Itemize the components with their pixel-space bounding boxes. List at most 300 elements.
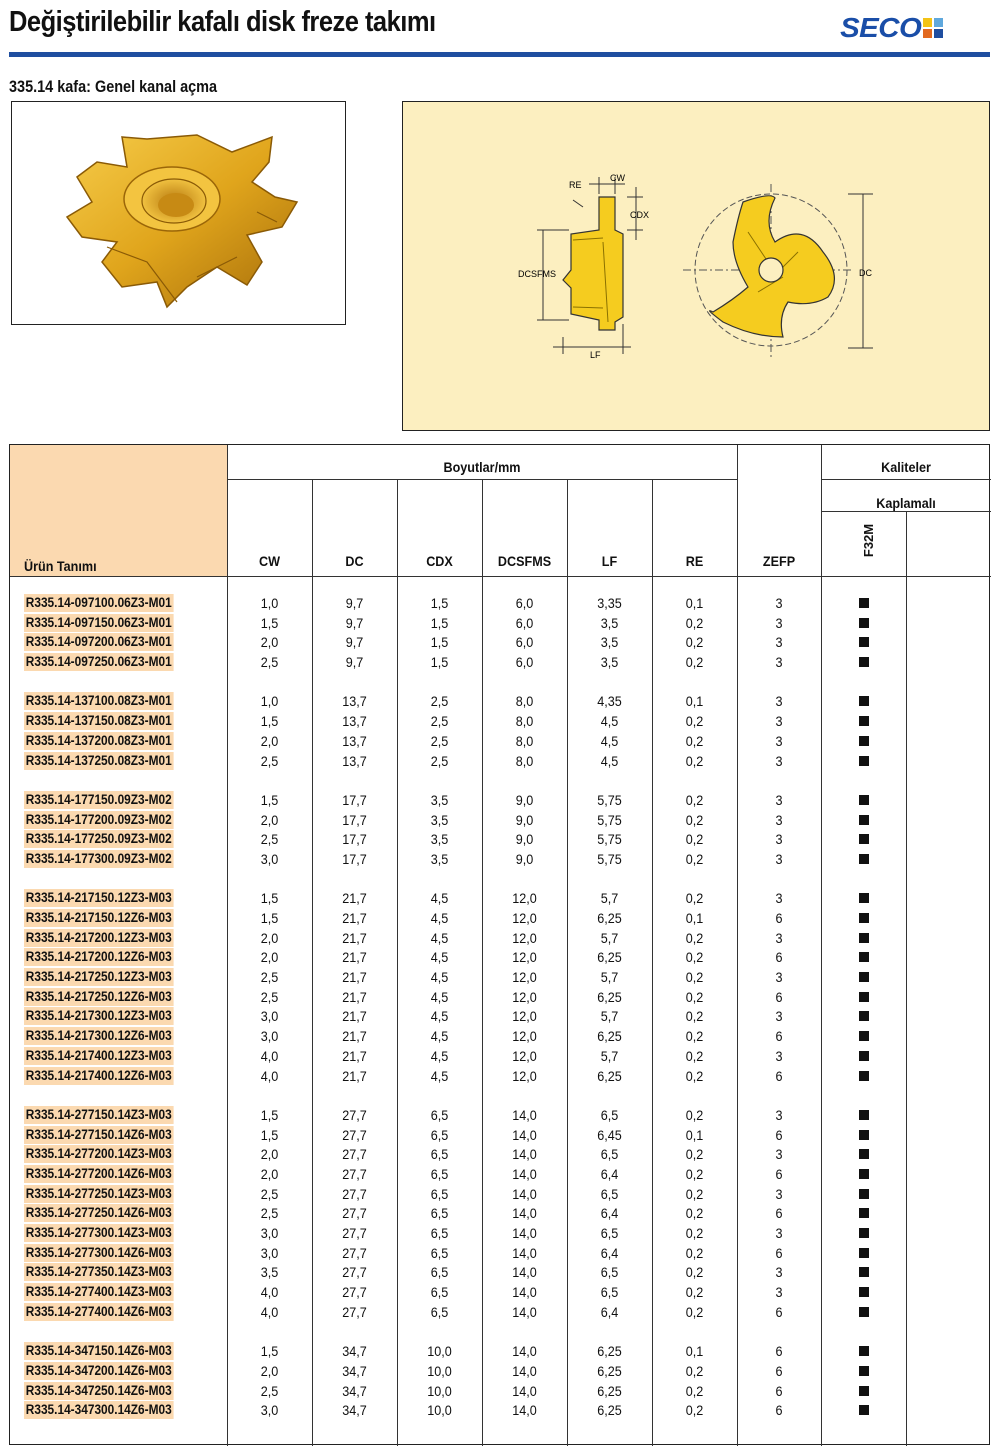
availability-marker-icon — [859, 854, 869, 864]
cell-zefp: 3 — [775, 791, 783, 808]
table-row — [10, 1361, 991, 1381]
availability-marker-icon — [859, 1208, 869, 1218]
product-code: R335.14-347300.14Z6-M03 — [25, 1402, 172, 1418]
table-row — [10, 1125, 991, 1145]
cell-dc: 9,7 — [345, 654, 364, 671]
cell-dc: 27,7 — [342, 1165, 367, 1182]
cell-dc: 17,7 — [342, 850, 367, 867]
cell-cw: 3,0 — [260, 1008, 279, 1025]
cell-cw: 2,5 — [260, 1382, 279, 1399]
cell-re: 0,2 — [685, 614, 704, 631]
table-row — [10, 1302, 991, 1322]
table-row — [10, 1262, 991, 1282]
cell-cw: 2,5 — [260, 969, 279, 986]
cell-zefp: 3 — [775, 929, 783, 946]
product-code: R335.14-277400.14Z3-M03 — [25, 1284, 172, 1300]
cell-re: 0,2 — [685, 1225, 704, 1241]
cell-zefp: 3 — [775, 614, 783, 631]
cell-cdx: 6,5 — [430, 1244, 449, 1261]
cell-zefp: 3 — [775, 831, 783, 848]
cell-cw: 1,5 — [260, 1106, 279, 1123]
cell-dcsfms: 14,0 — [512, 1146, 537, 1163]
cell-dc: 21,7 — [342, 1047, 367, 1064]
cell-cdx: 10,0 — [427, 1343, 452, 1360]
product-code: R335.14-277150.14Z3-M03 — [25, 1106, 172, 1122]
cell-lf: 6,4 — [600, 1165, 619, 1182]
table-row — [10, 1184, 991, 1204]
product-code: R335.14-097150.06Z3-M01 — [25, 614, 172, 630]
cell-lf: 6,5 — [600, 1146, 619, 1163]
product-code: R335.14-097100.06Z3-M01 — [25, 595, 172, 610]
cell-dcsfms: 9,0 — [515, 791, 534, 808]
availability-marker-icon — [859, 696, 869, 706]
table-row — [10, 691, 991, 711]
cell-re: 0,2 — [685, 1185, 704, 1202]
table-row — [10, 632, 991, 652]
cell-lf: 4,5 — [600, 732, 619, 749]
cell-dcsfms: 12,0 — [512, 1008, 537, 1025]
col-header-cdx: CDX — [426, 553, 453, 569]
cell-zefp: 3 — [775, 654, 783, 671]
cell-dc: 27,7 — [342, 1185, 367, 1202]
cell-zefp: 3 — [775, 634, 783, 651]
cell-zefp: 3 — [775, 693, 783, 710]
cell-dcsfms: 14,0 — [512, 1106, 537, 1123]
product-code: R335.14-277250.14Z3-M03 — [25, 1185, 172, 1201]
cell-cw: 3,5 — [260, 1264, 279, 1281]
availability-marker-icon — [859, 893, 869, 903]
brand-name: SECO — [840, 12, 922, 43]
cell-dcsfms: 9,0 — [515, 850, 534, 867]
cell-re: 0,2 — [685, 949, 704, 966]
cell-zefp: 6 — [775, 1244, 783, 1261]
cell-lf: 6,5 — [600, 1185, 619, 1202]
row-group — [10, 691, 991, 770]
cell-cw: 2,5 — [260, 988, 279, 1005]
cell-dc: 27,7 — [342, 1126, 367, 1143]
cell-re: 0,1 — [685, 595, 704, 611]
header-rule — [9, 52, 990, 57]
cell-cw: 3,0 — [260, 1225, 279, 1241]
cell-lf: 5,7 — [600, 929, 619, 946]
product-code: R335.14-277200.14Z6-M03 — [25, 1165, 172, 1181]
cell-cdx: 4,5 — [430, 949, 449, 966]
logo-square — [923, 29, 932, 38]
cell-zefp: 3 — [775, 595, 783, 611]
product-code: R335.14-217300.12Z3-M03 — [25, 1008, 172, 1024]
cell-dc: 27,7 — [342, 1225, 367, 1241]
cell-zefp: 3 — [775, 890, 783, 907]
cell-lf: 5,75 — [597, 850, 622, 867]
availability-marker-icon — [859, 913, 869, 923]
cell-cw: 2,0 — [260, 634, 279, 651]
cell-cdx: 6,5 — [430, 1284, 449, 1301]
cell-zefp: 3 — [775, 1008, 783, 1025]
table-row — [10, 1282, 991, 1302]
cell-dcsfms: 6,0 — [515, 654, 534, 671]
cell-cdx: 3,5 — [430, 811, 449, 828]
cell-cw: 1,5 — [260, 910, 279, 926]
product-code: R335.14-177200.09Z3-M02 — [25, 811, 172, 827]
availability-marker-icon — [859, 952, 869, 962]
coated-header: Kaplamalı — [876, 495, 936, 511]
table-row — [10, 1066, 991, 1086]
cell-dc: 21,7 — [342, 1067, 367, 1084]
table-row — [10, 751, 991, 771]
cell-dc: 9,7 — [345, 614, 364, 631]
grade-header-f32m: F32M — [861, 523, 877, 558]
availability-marker-icon — [859, 1228, 869, 1238]
product-code: R335.14-277150.14Z6-M03 — [25, 1126, 172, 1142]
cell-dc: 34,7 — [342, 1343, 367, 1360]
table-row — [10, 1400, 991, 1420]
cell-re: 0,2 — [685, 1382, 704, 1399]
product-code: R335.14-347200.14Z6-M03 — [25, 1362, 172, 1378]
cell-cdx: 1,5 — [430, 654, 449, 671]
table-row — [10, 1164, 991, 1184]
cell-re: 0,2 — [685, 811, 704, 828]
table-row — [10, 1105, 991, 1125]
cell-lf: 5,7 — [600, 890, 619, 907]
cell-lf: 6,4 — [600, 1205, 619, 1222]
table-row — [10, 652, 991, 672]
cell-cdx: 6,5 — [430, 1225, 449, 1241]
label-cw: CW — [610, 173, 625, 183]
cell-lf: 5,7 — [600, 1047, 619, 1064]
cell-cdx: 1,5 — [430, 595, 449, 611]
product-code: R335.14-137200.08Z3-M01 — [25, 732, 172, 748]
cell-lf: 4,5 — [600, 713, 619, 730]
cell-dc: 13,7 — [342, 732, 367, 749]
logo-square — [934, 29, 943, 38]
disk-cutter-image — [12, 102, 344, 323]
cell-lf: 6,25 — [597, 949, 622, 966]
col-header-dc: DC — [345, 553, 364, 569]
grades-header: Kaliteler — [881, 459, 931, 475]
cell-dcsfms: 14,0 — [512, 1382, 537, 1399]
cell-re: 0,2 — [685, 634, 704, 651]
availability-marker-icon — [859, 1248, 869, 1258]
logo-square — [934, 18, 943, 27]
table-body — [10, 593, 991, 1440]
cell-dc: 17,7 — [342, 831, 367, 848]
cell-zefp: 6 — [775, 1382, 783, 1399]
cell-cdx: 4,5 — [430, 969, 449, 986]
cell-dcsfms: 14,0 — [512, 1244, 537, 1261]
technical-drawing — [402, 101, 990, 431]
cell-dc: 21,7 — [342, 988, 367, 1005]
cell-dcsfms: 14,0 — [512, 1205, 537, 1222]
cell-lf: 6,45 — [597, 1126, 622, 1143]
cell-cdx: 1,5 — [430, 614, 449, 631]
cell-dcsfms: 12,0 — [512, 929, 537, 946]
product-code: R335.14-347250.14Z6-M03 — [25, 1382, 172, 1398]
cell-re: 0,2 — [685, 1205, 704, 1222]
table-row — [10, 810, 991, 830]
cell-zefp: 3 — [775, 752, 783, 769]
cell-zefp: 6 — [775, 1165, 783, 1182]
cell-lf: 6,25 — [597, 1382, 622, 1399]
cell-re: 0,2 — [685, 1303, 704, 1320]
cell-cw: 2,5 — [260, 831, 279, 848]
cell-zefp: 3 — [775, 1146, 783, 1163]
table-row — [10, 829, 991, 849]
cell-dc: 9,7 — [345, 634, 364, 651]
cell-lf: 3,5 — [600, 654, 619, 671]
cell-dcsfms: 6,0 — [515, 614, 534, 631]
product-code: R335.14-217200.12Z3-M03 — [25, 929, 172, 945]
table-row — [10, 613, 991, 633]
cell-dc: 34,7 — [342, 1402, 367, 1419]
cell-cw: 4,0 — [260, 1284, 279, 1301]
cell-re: 0,2 — [685, 969, 704, 986]
product-code: R335.14-217200.12Z6-M03 — [25, 949, 172, 965]
product-code: R335.14-137100.08Z3-M01 — [25, 693, 172, 709]
availability-marker-icon — [859, 992, 869, 1002]
product-code: R335.14-277400.14Z6-M03 — [25, 1303, 172, 1319]
cell-dcsfms: 9,0 — [515, 811, 534, 828]
cell-dc: 27,7 — [342, 1146, 367, 1163]
cell-cw: 2,0 — [260, 732, 279, 749]
availability-marker-icon — [859, 637, 869, 647]
cell-zefp: 6 — [775, 1028, 783, 1045]
cell-lf: 4,5 — [600, 752, 619, 769]
table-row — [10, 790, 991, 810]
cell-lf: 6,5 — [600, 1106, 619, 1123]
product-code: R335.14-217300.12Z6-M03 — [25, 1028, 172, 1044]
cell-cdx: 4,5 — [430, 910, 449, 926]
cell-lf: 4,35 — [597, 693, 622, 710]
cell-zefp: 3 — [775, 969, 783, 986]
cell-re: 0,1 — [685, 693, 704, 710]
cell-re: 0,2 — [685, 1244, 704, 1261]
cell-dc: 21,7 — [342, 1028, 367, 1045]
cell-dcsfms: 12,0 — [512, 988, 537, 1005]
front-view — [683, 184, 873, 360]
availability-marker-icon — [859, 972, 869, 982]
cell-cdx: 2,5 — [430, 693, 449, 710]
cell-cdx: 3,5 — [430, 831, 449, 848]
cell-lf: 5,7 — [600, 1008, 619, 1025]
cell-re: 0,2 — [685, 752, 704, 769]
availability-marker-icon — [859, 834, 869, 844]
table-row — [10, 928, 991, 948]
cell-dcsfms: 14,0 — [512, 1165, 537, 1182]
cell-cdx: 10,0 — [427, 1382, 452, 1399]
cell-dc: 27,7 — [342, 1244, 367, 1261]
cell-re: 0,2 — [685, 1067, 704, 1084]
cell-dc: 27,7 — [342, 1303, 367, 1320]
table-row — [10, 1026, 991, 1046]
col-header-lf: LF — [601, 553, 618, 569]
cell-cdx: 4,5 — [430, 1047, 449, 1064]
cell-cw: 4,0 — [260, 1067, 279, 1084]
cell-re: 0,2 — [685, 890, 704, 907]
cell-lf: 6,25 — [597, 910, 622, 926]
cell-lf: 6,5 — [600, 1225, 619, 1241]
section-subtitle: 335.14 kafa: Genel kanal açma — [9, 77, 218, 96]
label-re: RE — [569, 180, 582, 190]
cell-cw: 2,0 — [260, 1165, 279, 1182]
availability-marker-icon — [859, 716, 869, 726]
availability-marker-icon — [859, 815, 869, 825]
availability-marker-icon — [859, 1149, 869, 1159]
table-row — [10, 1006, 991, 1026]
cell-cw: 2,5 — [260, 1185, 279, 1202]
cell-cdx: 10,0 — [427, 1402, 452, 1419]
cell-zefp: 6 — [775, 949, 783, 966]
cell-cw: 1,0 — [260, 693, 279, 710]
cell-lf: 6,25 — [597, 1028, 622, 1045]
availability-marker-icon — [859, 736, 869, 746]
availability-marker-icon — [859, 1366, 869, 1376]
cell-re: 0,2 — [685, 1008, 704, 1025]
availability-marker-icon — [859, 1405, 869, 1415]
cell-re: 0,2 — [685, 732, 704, 749]
cell-cdx: 6,5 — [430, 1165, 449, 1182]
cell-zefp: 6 — [775, 1343, 783, 1360]
dimension-diagram — [403, 102, 989, 430]
row-group — [10, 1105, 991, 1322]
cell-lf: 5,75 — [597, 811, 622, 828]
cell-cw: 2,5 — [260, 654, 279, 671]
cell-dc: 13,7 — [342, 713, 367, 730]
cell-cw: 2,0 — [260, 1362, 279, 1379]
cell-dc: 34,7 — [342, 1362, 367, 1379]
cell-cdx: 6,5 — [430, 1264, 449, 1281]
table-row — [10, 849, 991, 869]
cell-cdx: 4,5 — [430, 1008, 449, 1025]
cell-lf: 6,25 — [597, 1402, 622, 1419]
cell-dcsfms: 14,0 — [512, 1264, 537, 1281]
availability-marker-icon — [859, 598, 869, 608]
table-row — [10, 1046, 991, 1066]
cell-re: 0,2 — [685, 850, 704, 867]
product-code: R335.14-097200.06Z3-M01 — [25, 634, 172, 650]
cell-cdx: 1,5 — [430, 634, 449, 651]
cell-lf: 5,7 — [600, 969, 619, 986]
product-header: Ürün Tanımı — [24, 558, 97, 574]
col-header-cw: CW — [258, 553, 280, 569]
cell-lf: 3,35 — [597, 595, 622, 611]
cell-dcsfms: 14,0 — [512, 1126, 537, 1143]
cell-re: 0,2 — [685, 1264, 704, 1281]
product-code: R335.14-217150.12Z3-M03 — [25, 890, 172, 906]
cell-cw: 2,5 — [260, 1205, 279, 1222]
cell-dc: 27,7 — [342, 1284, 367, 1301]
cell-re: 0,2 — [685, 1028, 704, 1045]
cell-dcsfms: 14,0 — [512, 1362, 537, 1379]
cell-dcsfms: 6,0 — [515, 634, 534, 651]
cell-cw: 3,0 — [260, 1028, 279, 1045]
cell-dc: 27,7 — [342, 1106, 367, 1123]
cell-cw: 4,0 — [260, 1047, 279, 1064]
table-row — [10, 1203, 991, 1223]
cell-dcsfms: 9,0 — [515, 831, 534, 848]
cell-dc: 9,7 — [345, 595, 364, 611]
cell-dcsfms: 12,0 — [512, 969, 537, 986]
table-row — [10, 1144, 991, 1164]
product-photo — [11, 101, 346, 325]
label-dc: DC — [859, 268, 872, 278]
cell-dc: 21,7 — [342, 890, 367, 907]
cell-zefp: 3 — [775, 1185, 783, 1202]
row-group — [10, 888, 991, 1085]
cell-dc: 13,7 — [342, 693, 367, 710]
cell-re: 0,2 — [685, 791, 704, 808]
cell-zefp: 6 — [775, 1402, 783, 1419]
table-row — [10, 947, 991, 967]
cell-zefp: 3 — [775, 732, 783, 749]
row-group — [10, 593, 991, 672]
cell-re: 0,2 — [685, 988, 704, 1005]
cell-dcsfms: 6,0 — [515, 595, 534, 611]
product-table — [9, 444, 990, 1445]
availability-marker-icon — [859, 1110, 869, 1120]
table-row — [10, 908, 991, 928]
availability-marker-icon — [859, 1386, 869, 1396]
product-code: R335.14-177150.09Z3-M02 — [25, 791, 172, 807]
table-row — [10, 888, 991, 908]
cell-lf: 6,4 — [600, 1303, 619, 1320]
availability-marker-icon — [859, 1011, 869, 1021]
logo-square — [923, 18, 932, 27]
page-title: Değiştirilebilir kafalı disk freze takımı — [9, 6, 436, 38]
cell-re: 0,2 — [685, 1284, 704, 1301]
product-code: R335.14-217250.12Z3-M03 — [25, 969, 172, 985]
row-group — [10, 790, 991, 869]
cell-zefp: 3 — [775, 811, 783, 828]
side-view — [518, 173, 649, 360]
cell-zefp: 3 — [775, 713, 783, 730]
product-code: R335.14-177300.09Z3-M02 — [25, 850, 172, 866]
cell-dc: 21,7 — [342, 949, 367, 966]
cell-cw: 1,5 — [260, 614, 279, 631]
seco-logo — [842, 12, 943, 44]
cell-cw: 3,0 — [260, 1402, 279, 1419]
cell-dcsfms: 12,0 — [512, 949, 537, 966]
cell-re: 0,2 — [685, 1146, 704, 1163]
cell-cdx: 2,5 — [430, 752, 449, 769]
cell-lf: 3,5 — [600, 634, 619, 651]
cell-cw: 4,0 — [260, 1303, 279, 1320]
cell-dcsfms: 12,0 — [512, 910, 537, 926]
cell-zefp: 3 — [775, 1225, 783, 1241]
cell-lf: 6,5 — [600, 1284, 619, 1301]
product-code: R335.14-277250.14Z6-M03 — [25, 1205, 172, 1221]
cell-lf: 6,25 — [597, 1067, 622, 1084]
cell-lf: 5,75 — [597, 791, 622, 808]
label-cdx: CDX — [630, 210, 650, 220]
cell-dc: 17,7 — [342, 791, 367, 808]
product-header-cell — [10, 445, 227, 576]
cell-cdx: 4,5 — [430, 929, 449, 946]
cell-re: 0,1 — [685, 1126, 704, 1143]
availability-marker-icon — [859, 1130, 869, 1140]
table-row — [10, 967, 991, 987]
cell-dc: 17,7 — [342, 811, 367, 828]
cell-zefp: 6 — [775, 1067, 783, 1084]
table-row — [10, 1341, 991, 1361]
availability-marker-icon — [859, 795, 869, 805]
cell-dcsfms: 12,0 — [512, 1028, 537, 1045]
cell-dcsfms: 8,0 — [515, 732, 534, 749]
product-code: R335.14-217400.12Z6-M03 — [25, 1067, 172, 1083]
table-row — [10, 731, 991, 751]
cell-dc: 13,7 — [342, 752, 367, 769]
cell-dc: 27,7 — [342, 1205, 367, 1222]
cell-cdx: 4,5 — [430, 890, 449, 907]
